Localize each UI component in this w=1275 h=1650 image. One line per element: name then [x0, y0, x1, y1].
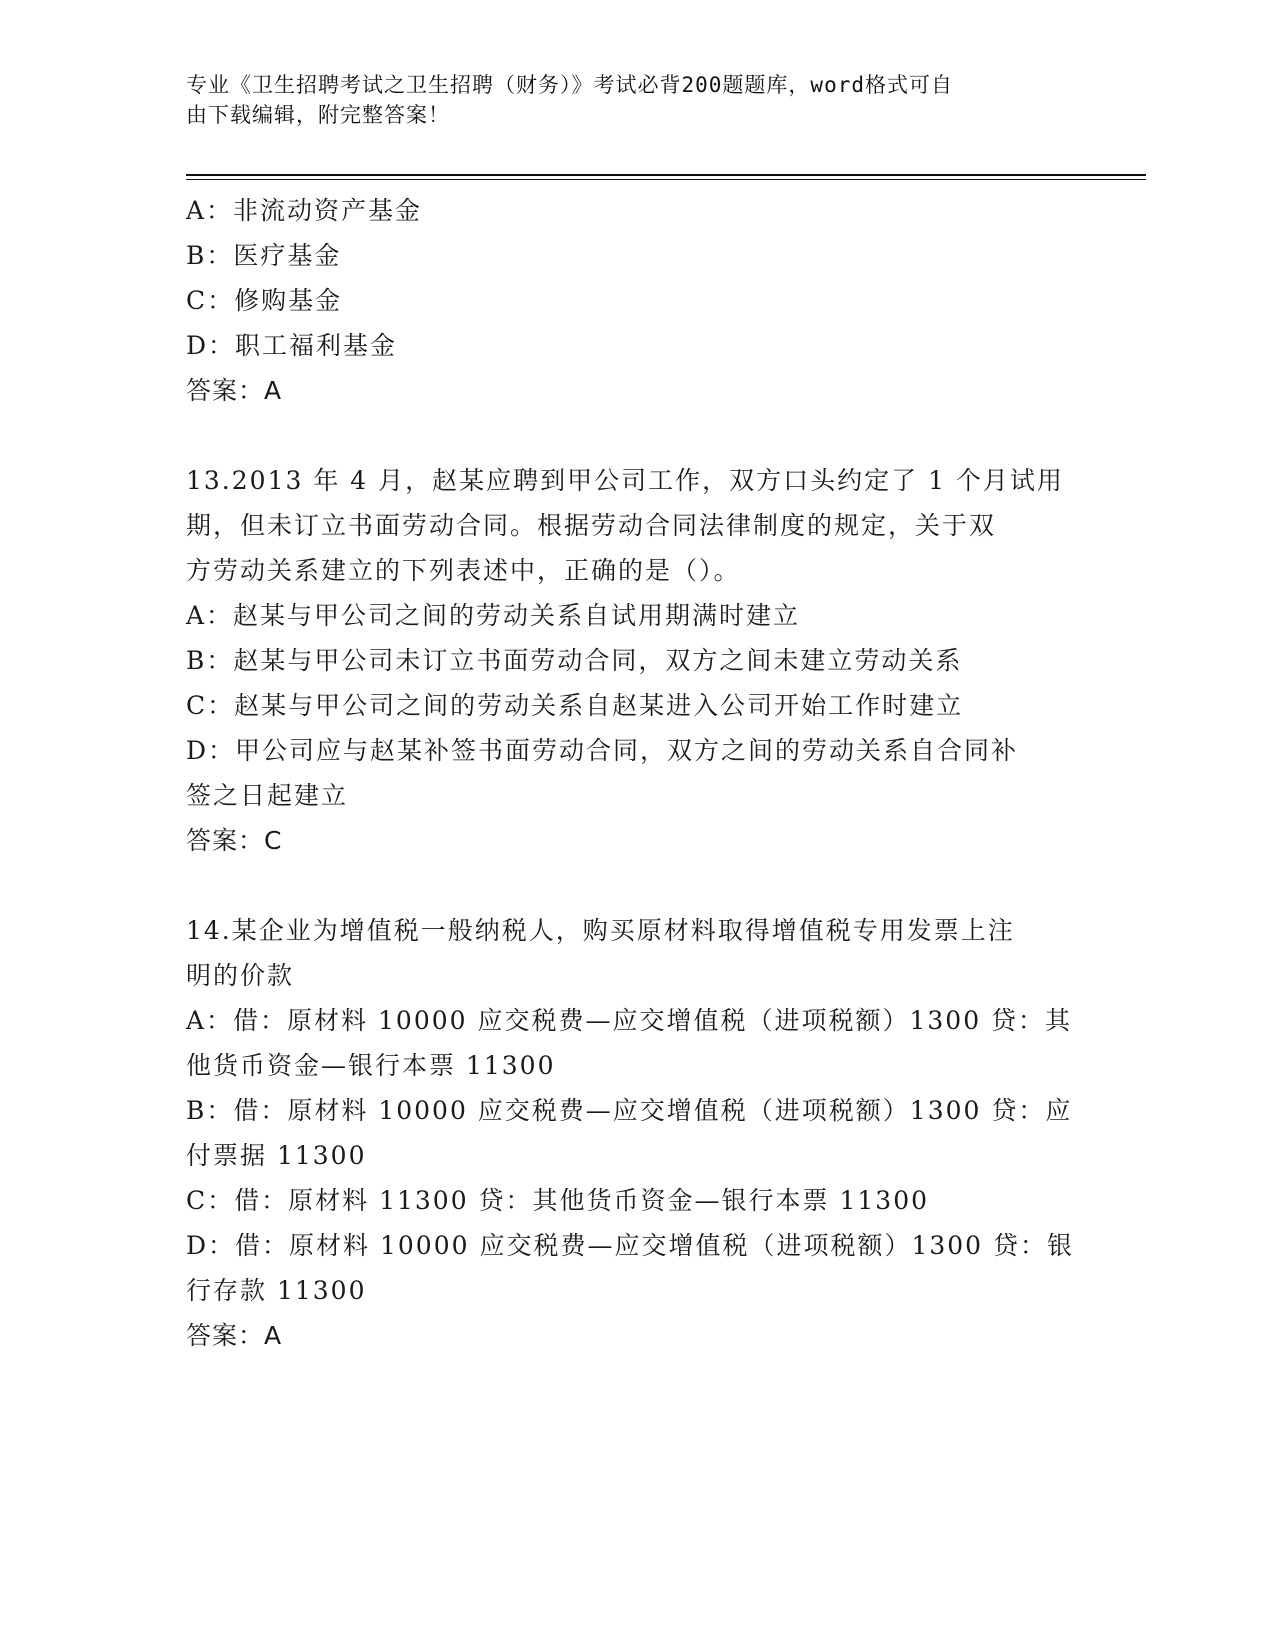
q13-answer: 答案：C	[186, 826, 283, 855]
question-12-block	[186, 188, 1086, 413]
q14-option-a-line-1: A：借：原材料 10000 应交税费—应交增值税（进项税额）1300 贷：其	[186, 1006, 1073, 1035]
q13-option-d-line-1: D：甲公司应与赵某补签书面劳动合同，双方之间的劳动关系自合同补	[186, 736, 1019, 765]
header-divider-thin	[186, 179, 1146, 180]
q14-option-d-line-2: 行存款 11300	[186, 1276, 367, 1305]
q13-question-line-1: 13.2013 年 4 月，赵某应聘到甲公司工作，双方口头约定了 1 个月试用	[186, 466, 1064, 495]
q13-option-d-line-2: 签之日起建立	[186, 781, 349, 810]
question-14-block	[186, 908, 1086, 1358]
q12-option-c: C：修购基金	[186, 286, 343, 315]
q12-option-b: B：医疗基金	[186, 241, 342, 270]
question-content	[186, 188, 1086, 1358]
q13-option-a: A：赵某与甲公司之间的劳动关系自试用期满时建立	[186, 601, 801, 630]
q13-question-line-2: 期，但未订立书面劳动合同。根据劳动合同法律制度的规定，关于双	[186, 511, 997, 540]
q14-question-line-1: 14.某企业为增值税一般纳税人，购买原材料取得增值税专用发票上注	[186, 916, 1015, 945]
q14-option-b-line-2: 付票据 11300	[186, 1141, 367, 1170]
spacer	[186, 863, 1086, 908]
header-divider-thick	[186, 174, 1146, 176]
header-line-1: 专业《卫生招聘考试之卫生招聘（财务）》考试必背200题题库，word格式可自	[186, 73, 953, 97]
question-13-block	[186, 458, 1086, 863]
document-header	[186, 70, 1066, 130]
q13-option-b: B：赵某与甲公司未订立书面劳动合同，双方之间未建立劳动关系	[186, 646, 963, 675]
q12-option-a: A：非流动资产基金	[186, 196, 423, 225]
q14-option-b-line-1: B：借：原材料 10000 应交税费—应交增值税（进项税额）1300 贷：应	[186, 1096, 1073, 1125]
q13-option-c: C：赵某与甲公司之间的劳动关系自赵某进入公司开始工作时建立	[186, 691, 964, 720]
spacer	[186, 413, 1086, 458]
q12-option-d: D：职工福利基金	[186, 331, 398, 360]
q14-option-c: C：借：原材料 11300 贷：其他货币资金—银行本票 11300	[186, 1186, 930, 1215]
q14-answer: 答案：A	[186, 1321, 283, 1350]
q14-option-d-line-1: D：借：原材料 10000 应交税费—应交增值税（进项税额）1300 贷：银	[186, 1231, 1075, 1260]
header-line-2: 由下载编辑，附完整答案！	[186, 103, 450, 127]
q13-question-line-3: 方劳动关系建立的下列表述中，正确的是（）。	[186, 556, 741, 585]
q12-answer: 答案：A	[186, 376, 283, 405]
q14-option-a-line-2: 他货币资金—银行本票 11300	[186, 1051, 556, 1080]
q14-question-line-2: 明的价款	[186, 961, 295, 990]
